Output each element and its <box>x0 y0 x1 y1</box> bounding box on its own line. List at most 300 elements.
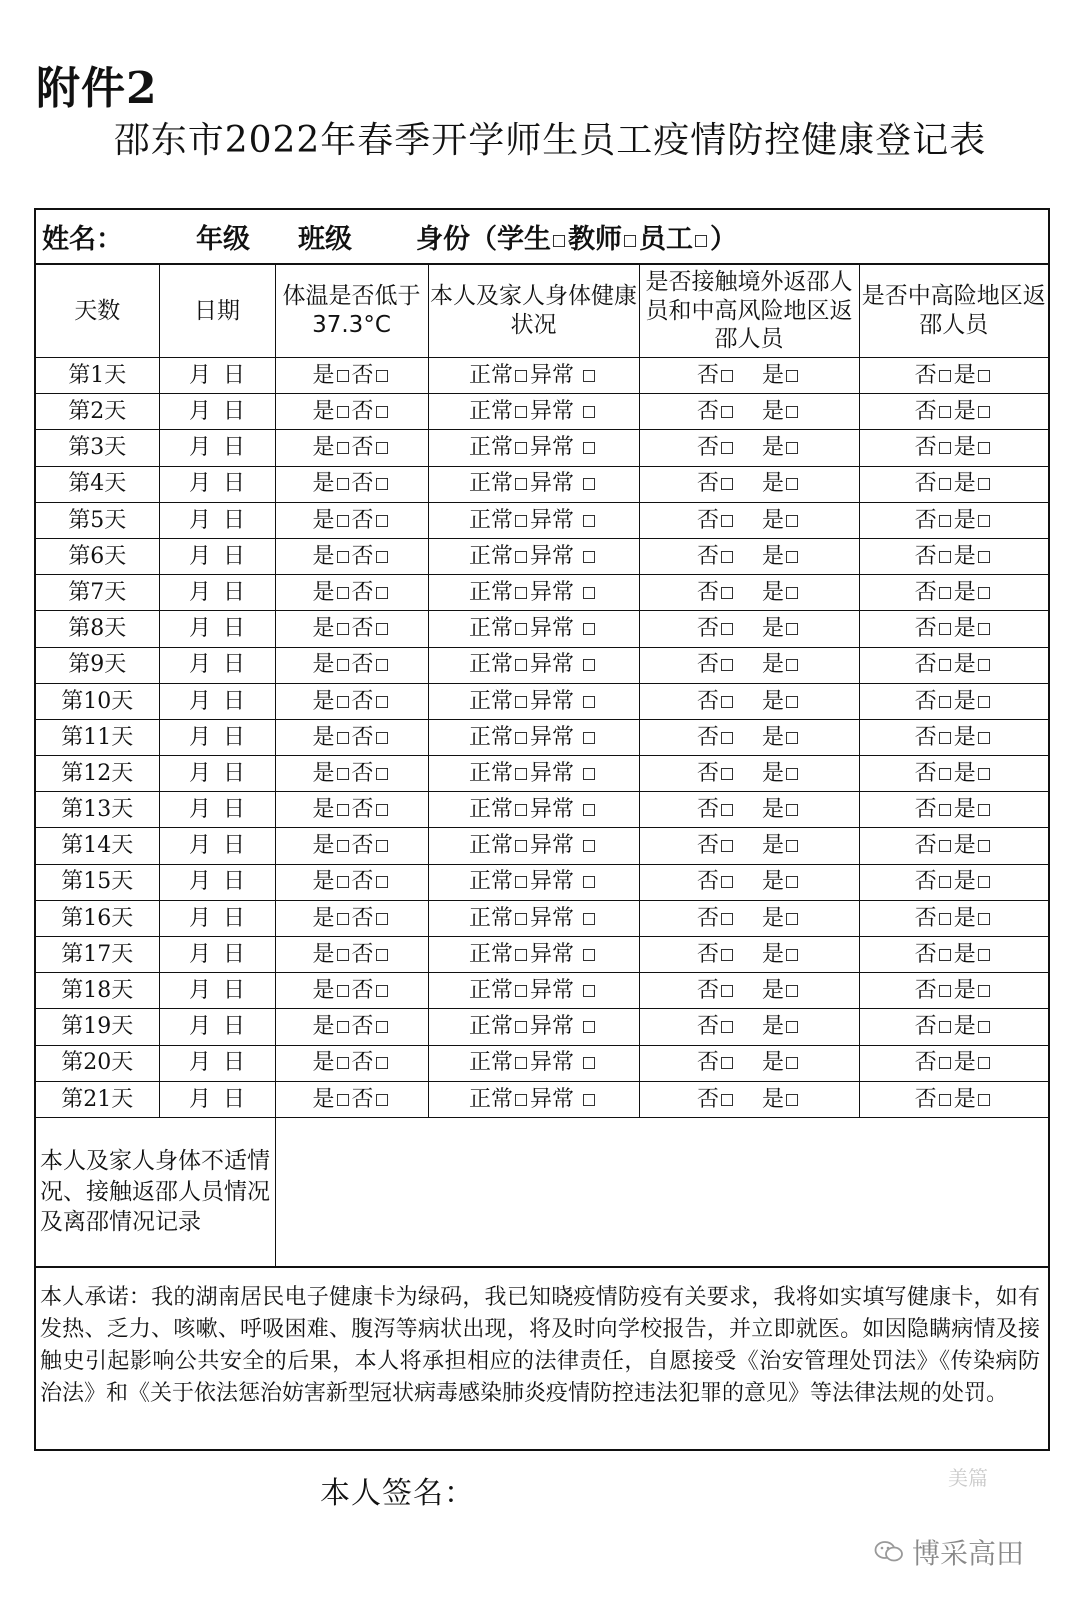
risk-no-checkbox[interactable] <box>939 623 951 635</box>
contact-cell <box>639 647 859 683</box>
contact-yes-checkbox[interactable] <box>786 551 798 563</box>
table-row <box>36 647 1048 683</box>
health-abnormal-checkbox[interactable] <box>583 442 595 454</box>
contact-no-label: 否 <box>696 507 719 533</box>
contact-yes-label: 是 <box>762 435 785 461</box>
health-abnormal-label: 异常 <box>530 833 575 859</box>
risk-yes-checkbox[interactable] <box>978 949 990 961</box>
temperature-cell <box>275 575 428 611</box>
day-cell <box>36 538 159 574</box>
temp-yes-label: 是 <box>312 616 335 642</box>
risk-yes-label: 是 <box>953 724 976 750</box>
contact-yes-label: 是 <box>762 543 785 569</box>
risk-yes-checkbox[interactable] <box>978 659 990 671</box>
temp-no-checkbox[interactable] <box>376 406 388 418</box>
temp-yes-label: 是 <box>312 688 335 714</box>
health-abnormal-checkbox[interactable] <box>583 515 595 527</box>
temp-yes-checkbox[interactable] <box>337 768 349 780</box>
temp-yes-checkbox[interactable] <box>337 696 349 708</box>
date-cell <box>159 973 275 1009</box>
registration-form <box>34 208 1050 1451</box>
risk-no-checkbox[interactable] <box>939 1094 951 1106</box>
risk-no-checkbox[interactable] <box>939 406 951 418</box>
temp-no-checkbox[interactable] <box>376 732 388 744</box>
temp-no-checkbox[interactable] <box>376 515 388 527</box>
risk-no-label: 否 <box>914 688 937 714</box>
contact-yes-checkbox[interactable] <box>786 659 798 671</box>
risk-no-checkbox[interactable] <box>939 659 951 671</box>
date-cell <box>159 719 275 755</box>
contact-no-checkbox[interactable] <box>721 913 733 925</box>
health-abnormal-label: 异常 <box>530 941 575 967</box>
contact-no-checkbox[interactable] <box>721 1057 733 1069</box>
temperature-cell <box>275 900 428 936</box>
health-normal-label: 正常 <box>468 362 513 388</box>
contact-no-checkbox[interactable] <box>721 659 733 671</box>
temp-yes-checkbox[interactable] <box>337 985 349 997</box>
day-cell <box>36 430 159 466</box>
health-abnormal-checkbox[interactable] <box>583 1094 595 1106</box>
health-normal-label: 正常 <box>468 435 513 461</box>
temp-yes-label: 是 <box>312 1014 335 1040</box>
temp-no-label: 否 <box>351 1014 374 1040</box>
risk-yes-checkbox[interactable] <box>978 478 990 490</box>
contact-no-label: 否 <box>696 869 719 895</box>
risk-yes-checkbox[interactable] <box>978 804 990 816</box>
health-normal-checkbox[interactable] <box>515 623 527 635</box>
risk-no-checkbox[interactable] <box>939 985 951 997</box>
risk-area-cell <box>859 647 1048 683</box>
contact-yes-checkbox[interactable] <box>786 515 798 527</box>
date-cell <box>159 1009 275 1045</box>
date-cell <box>159 756 275 792</box>
health-normal-label: 正常 <box>468 869 513 895</box>
temp-no-label: 否 <box>351 688 374 714</box>
contact-cell <box>639 828 859 864</box>
risk-yes-checkbox[interactable] <box>978 732 990 744</box>
risk-no-checkbox[interactable] <box>939 696 951 708</box>
temp-yes-label: 是 <box>312 760 335 786</box>
temp-yes-label: 是 <box>312 471 335 497</box>
health-cell <box>428 1081 639 1117</box>
risk-no-label: 否 <box>914 869 937 895</box>
contact-yes-label: 是 <box>762 399 785 425</box>
risk-yes-checkbox[interactable] <box>978 370 990 382</box>
health-abnormal-checkbox[interactable] <box>583 840 595 852</box>
health-abnormal-checkbox[interactable] <box>583 768 595 780</box>
risk-no-label: 否 <box>914 362 937 388</box>
risk-no-label: 否 <box>914 579 937 605</box>
day-label: 第8天 <box>68 616 127 642</box>
temp-yes-checkbox[interactable] <box>337 876 349 888</box>
temp-yes-checkbox[interactable] <box>337 659 349 671</box>
contact-no-checkbox[interactable] <box>721 949 733 961</box>
risk-yes-checkbox[interactable] <box>978 1021 990 1033</box>
health-normal-label: 正常 <box>468 543 513 569</box>
month-label: 月 <box>188 1086 211 1112</box>
risk-no-checkbox[interactable] <box>939 551 951 563</box>
temp-no-checkbox[interactable] <box>376 876 388 888</box>
risk-yes-checkbox[interactable] <box>978 515 990 527</box>
health-normal-checkbox[interactable] <box>515 478 527 490</box>
table-row <box>36 502 1048 538</box>
contact-no-checkbox[interactable] <box>721 551 733 563</box>
contact-no-label: 否 <box>696 1086 719 1112</box>
risk-yes-checkbox[interactable] <box>978 876 990 888</box>
health-abnormal-checkbox[interactable] <box>583 587 595 599</box>
health-abnormal-checkbox[interactable] <box>583 913 595 925</box>
temp-yes-checkbox[interactable] <box>337 478 349 490</box>
day-of-month-label: 日 <box>223 760 246 786</box>
header-days: 天数 <box>36 265 159 358</box>
day-of-month-label: 日 <box>223 978 246 1004</box>
health-abnormal-checkbox[interactable] <box>583 949 595 961</box>
temp-no-label: 否 <box>351 652 374 678</box>
contact-yes-checkbox[interactable] <box>786 1094 798 1106</box>
contact-no-checkbox[interactable] <box>721 1094 733 1106</box>
risk-no-checkbox[interactable] <box>939 442 951 454</box>
risk-area-cell <box>859 756 1048 792</box>
identity-label: 身份（学生 <box>416 224 551 255</box>
health-abnormal-checkbox[interactable] <box>583 551 595 563</box>
contact-no-checkbox[interactable] <box>721 696 733 708</box>
temp-yes-checkbox[interactable] <box>337 406 349 418</box>
health-normal-checkbox[interactable] <box>515 587 527 599</box>
health-cell <box>428 719 639 755</box>
contact-no-checkbox[interactable] <box>721 370 733 382</box>
health-cell <box>428 756 639 792</box>
health-abnormal-label: 异常 <box>530 978 575 1004</box>
health-abnormal-checkbox[interactable] <box>583 696 595 708</box>
contact-no-checkbox[interactable] <box>721 515 733 527</box>
watermark <box>874 1532 1024 1572</box>
temp-no-checkbox[interactable] <box>376 840 388 852</box>
temp-no-label: 否 <box>351 579 374 605</box>
table-row <box>36 430 1048 466</box>
health-abnormal-checkbox[interactable] <box>583 478 595 490</box>
table-row <box>36 900 1048 936</box>
contact-yes-checkbox[interactable] <box>786 985 798 997</box>
health-normal-checkbox[interactable] <box>515 876 527 888</box>
health-normal-checkbox[interactable] <box>515 406 527 418</box>
contact-yes-checkbox[interactable] <box>786 442 798 454</box>
risk-yes-checkbox[interactable] <box>978 623 990 635</box>
contact-yes-checkbox[interactable] <box>786 623 798 635</box>
temp-yes-checkbox[interactable] <box>337 370 349 382</box>
contact-no-label: 否 <box>696 579 719 605</box>
risk-no-checkbox[interactable] <box>939 1057 951 1069</box>
risk-yes-checkbox[interactable] <box>978 551 990 563</box>
risk-yes-checkbox[interactable] <box>978 768 990 780</box>
risk-no-label: 否 <box>914 616 937 642</box>
risk-area-cell <box>859 1081 1048 1117</box>
contact-no-checkbox[interactable] <box>721 985 733 997</box>
day-cell <box>36 937 159 973</box>
date-cell <box>159 1045 275 1081</box>
contact-no-checkbox[interactable] <box>721 442 733 454</box>
date-cell <box>159 358 275 394</box>
temp-yes-label: 是 <box>312 833 335 859</box>
temp-yes-checkbox[interactable] <box>337 913 349 925</box>
contact-no-checkbox[interactable] <box>721 876 733 888</box>
contact-no-checkbox[interactable] <box>721 840 733 852</box>
contact-no-checkbox[interactable] <box>721 732 733 744</box>
contact-yes-label: 是 <box>762 760 785 786</box>
temp-yes-checkbox[interactable] <box>337 1021 349 1033</box>
month-label: 月 <box>188 688 211 714</box>
day-of-month-label: 日 <box>223 1014 246 1040</box>
risk-no-checkbox[interactable] <box>939 515 951 527</box>
health-normal-checkbox[interactable] <box>515 1021 527 1033</box>
temperature-cell <box>275 792 428 828</box>
risk-no-checkbox[interactable] <box>939 478 951 490</box>
temp-yes-checkbox[interactable] <box>337 551 349 563</box>
contact-yes-checkbox[interactable] <box>786 840 798 852</box>
health-normal-checkbox[interactable] <box>515 840 527 852</box>
temp-yes-checkbox[interactable] <box>337 949 349 961</box>
temp-no-checkbox[interactable] <box>376 551 388 563</box>
risk-yes-label: 是 <box>953 1086 976 1112</box>
identity-staff: 员工 <box>639 224 693 255</box>
day-of-month-label: 日 <box>223 652 246 678</box>
contact-yes-checkbox[interactable] <box>786 768 798 780</box>
temperature-cell <box>275 756 428 792</box>
contact-yes-checkbox[interactable] <box>786 696 798 708</box>
health-normal-checkbox[interactable] <box>515 370 527 382</box>
health-normal-checkbox[interactable] <box>515 949 527 961</box>
contact-yes-label: 是 <box>762 1050 785 1076</box>
contact-yes-checkbox[interactable] <box>786 406 798 418</box>
risk-no-checkbox[interactable] <box>939 1021 951 1033</box>
table-row <box>36 538 1048 574</box>
temperature-cell <box>275 430 428 466</box>
identity-close: ） <box>710 224 737 255</box>
risk-area-cell <box>859 502 1048 538</box>
health-abnormal-checkbox[interactable] <box>583 659 595 671</box>
temp-no-checkbox[interactable] <box>376 913 388 925</box>
name-label: 姓名： <box>42 224 123 255</box>
health-cell <box>428 864 639 900</box>
contact-cell <box>639 973 859 1009</box>
health-normal-label: 正常 <box>468 471 513 497</box>
health-abnormal-label: 异常 <box>530 688 575 714</box>
table-row <box>36 973 1048 1009</box>
contact-no-checkbox[interactable] <box>721 768 733 780</box>
health-abnormal-label: 异常 <box>530 797 575 823</box>
risk-no-checkbox[interactable] <box>939 949 951 961</box>
contact-yes-label: 是 <box>762 1086 785 1112</box>
contact-yes-checkbox[interactable] <box>786 478 798 490</box>
health-abnormal-checkbox[interactable] <box>583 1021 595 1033</box>
temp-no-label: 否 <box>351 507 374 533</box>
health-cell <box>428 538 639 574</box>
temp-no-checkbox[interactable] <box>376 370 388 382</box>
contact-yes-checkbox[interactable] <box>786 804 798 816</box>
health-abnormal-checkbox[interactable] <box>583 1057 595 1069</box>
risk-yes-checkbox[interactable] <box>978 840 990 852</box>
risk-yes-checkbox[interactable] <box>978 696 990 708</box>
day-of-month-label: 日 <box>223 399 246 425</box>
contact-no-checkbox[interactable] <box>721 623 733 635</box>
risk-no-checkbox[interactable] <box>939 804 951 816</box>
temp-no-checkbox[interactable] <box>376 768 388 780</box>
contact-no-label: 否 <box>696 760 719 786</box>
temp-no-checkbox[interactable] <box>376 442 388 454</box>
contact-no-checkbox[interactable] <box>721 478 733 490</box>
health-abnormal-label: 异常 <box>530 1050 575 1076</box>
contact-yes-label: 是 <box>762 688 785 714</box>
contact-yes-checkbox[interactable] <box>786 370 798 382</box>
risk-yes-checkbox[interactable] <box>978 442 990 454</box>
health-cell <box>428 937 639 973</box>
risk-yes-checkbox[interactable] <box>978 1057 990 1069</box>
day-of-month-label: 日 <box>223 941 246 967</box>
health-normal-checkbox[interactable] <box>515 913 527 925</box>
health-abnormal-checkbox[interactable] <box>583 406 595 418</box>
header-date: 日期 <box>159 265 275 358</box>
risk-yes-checkbox[interactable] <box>978 1094 990 1106</box>
risk-yes-checkbox[interactable] <box>978 406 990 418</box>
health-abnormal-checkbox[interactable] <box>583 370 595 382</box>
day-label: 第9天 <box>68 652 127 678</box>
temp-no-checkbox[interactable] <box>376 985 388 997</box>
health-normal-checkbox[interactable] <box>515 515 527 527</box>
contact-yes-checkbox[interactable] <box>786 587 798 599</box>
risk-yes-checkbox[interactable] <box>978 985 990 997</box>
temp-no-checkbox[interactable] <box>376 478 388 490</box>
class-label: 班级 <box>298 224 352 255</box>
contact-no-checkbox[interactable] <box>721 406 733 418</box>
risk-yes-label: 是 <box>953 435 976 461</box>
contact-no-label: 否 <box>696 797 719 823</box>
health-abnormal-checkbox[interactable] <box>583 804 595 816</box>
day-of-month-label: 日 <box>223 543 246 569</box>
month-label: 月 <box>188 579 211 605</box>
risk-yes-label: 是 <box>953 905 976 931</box>
table-header-row <box>36 265 1048 358</box>
risk-no-checkbox[interactable] <box>939 732 951 744</box>
health-cell <box>428 973 639 1009</box>
temp-yes-label: 是 <box>312 652 335 678</box>
contact-yes-label: 是 <box>762 471 785 497</box>
health-abnormal-label: 异常 <box>530 507 575 533</box>
temp-yes-checkbox[interactable] <box>337 732 349 744</box>
contact-no-label: 否 <box>696 724 719 750</box>
student-checkbox[interactable] <box>553 235 565 247</box>
table-row <box>36 394 1048 430</box>
temp-no-checkbox[interactable] <box>376 804 388 816</box>
temp-no-checkbox[interactable] <box>376 1057 388 1069</box>
contact-yes-checkbox[interactable] <box>786 1057 798 1069</box>
day-cell <box>36 900 159 936</box>
temp-yes-checkbox[interactable] <box>337 1094 349 1106</box>
risk-yes-label: 是 <box>953 1050 976 1076</box>
temp-yes-checkbox[interactable] <box>337 442 349 454</box>
temp-yes-checkbox[interactable] <box>337 587 349 599</box>
health-abnormal-checkbox[interactable] <box>583 876 595 888</box>
temp-no-checkbox[interactable] <box>376 1094 388 1106</box>
day-label: 第5天 <box>68 507 127 533</box>
health-cell <box>428 683 639 719</box>
day-label: 第3天 <box>68 435 127 461</box>
contact-no-checkbox[interactable] <box>721 804 733 816</box>
risk-area-cell <box>859 864 1048 900</box>
temp-no-checkbox[interactable] <box>376 587 388 599</box>
remarks-input-area[interactable] <box>275 1117 1048 1266</box>
contact-yes-checkbox[interactable] <box>786 732 798 744</box>
health-normal-checkbox[interactable] <box>515 985 527 997</box>
temp-no-checkbox[interactable] <box>376 1021 388 1033</box>
day-cell <box>36 502 159 538</box>
risk-no-checkbox[interactable] <box>939 840 951 852</box>
health-abnormal-checkbox[interactable] <box>583 985 595 997</box>
health-normal-checkbox[interactable] <box>515 442 527 454</box>
contact-yes-checkbox[interactable] <box>786 913 798 925</box>
contact-no-label: 否 <box>696 543 719 569</box>
contact-yes-label: 是 <box>762 362 785 388</box>
temperature-cell <box>275 611 428 647</box>
contact-yes-checkbox[interactable] <box>786 949 798 961</box>
temp-yes-checkbox[interactable] <box>337 804 349 816</box>
health-normal-checkbox[interactable] <box>515 1094 527 1106</box>
risk-no-label: 否 <box>914 471 937 497</box>
date-cell <box>159 683 275 719</box>
contact-yes-checkbox[interactable] <box>786 876 798 888</box>
temp-no-label: 否 <box>351 435 374 461</box>
risk-no-checkbox[interactable] <box>939 768 951 780</box>
risk-no-checkbox[interactable] <box>939 370 951 382</box>
health-normal-checkbox[interactable] <box>515 1057 527 1069</box>
risk-yes-checkbox[interactable] <box>978 913 990 925</box>
risk-yes-checkbox[interactable] <box>978 587 990 599</box>
health-normal-checkbox[interactable] <box>515 732 527 744</box>
contact-yes-label: 是 <box>762 652 785 678</box>
risk-no-checkbox[interactable] <box>939 587 951 599</box>
contact-no-checkbox[interactable] <box>721 587 733 599</box>
contact-yes-checkbox[interactable] <box>786 1021 798 1033</box>
date-cell <box>159 575 275 611</box>
health-abnormal-checkbox[interactable] <box>583 623 595 635</box>
teacher-checkbox[interactable] <box>624 235 636 247</box>
health-abnormal-checkbox[interactable] <box>583 732 595 744</box>
health-normal-checkbox[interactable] <box>515 551 527 563</box>
month-label: 月 <box>188 543 211 569</box>
temperature-cell <box>275 538 428 574</box>
risk-no-checkbox[interactable] <box>939 876 951 888</box>
health-normal-label: 正常 <box>468 652 513 678</box>
contact-no-checkbox[interactable] <box>721 1021 733 1033</box>
temp-yes-checkbox[interactable] <box>337 840 349 852</box>
temp-no-checkbox[interactable] <box>376 659 388 671</box>
temp-no-checkbox[interactable] <box>376 623 388 635</box>
health-normal-checkbox[interactable] <box>515 696 527 708</box>
day-cell <box>36 1009 159 1045</box>
health-normal-checkbox[interactable] <box>515 768 527 780</box>
temp-no-checkbox[interactable] <box>376 949 388 961</box>
day-cell <box>36 792 159 828</box>
table-row <box>36 937 1048 973</box>
health-normal-checkbox[interactable] <box>515 804 527 816</box>
header-health: 本人及家人身体健康状况 <box>428 265 639 358</box>
temp-yes-checkbox[interactable] <box>337 1057 349 1069</box>
temp-no-checkbox[interactable] <box>376 696 388 708</box>
temp-yes-checkbox[interactable] <box>337 515 349 527</box>
date-cell <box>159 430 275 466</box>
staff-checkbox[interactable] <box>695 235 707 247</box>
risk-no-checkbox[interactable] <box>939 913 951 925</box>
health-normal-checkbox[interactable] <box>515 659 527 671</box>
temp-yes-checkbox[interactable] <box>337 623 349 635</box>
